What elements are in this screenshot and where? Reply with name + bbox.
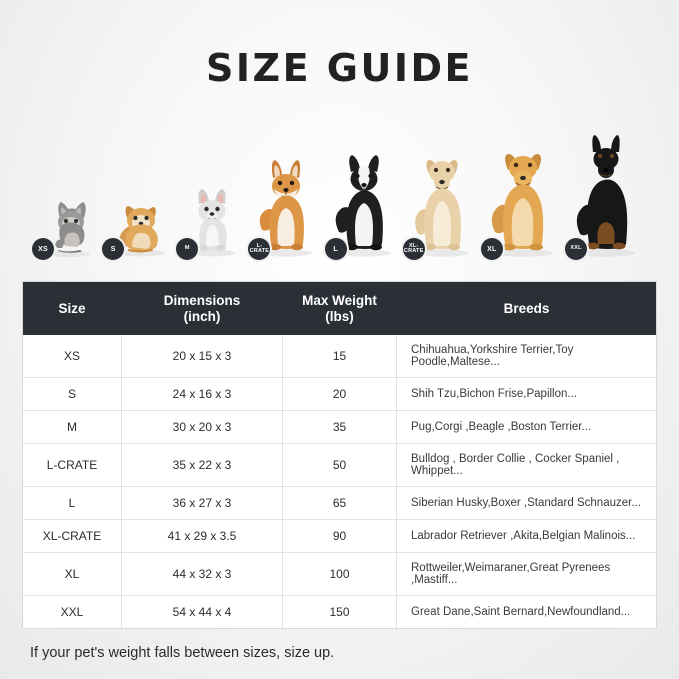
pet-xs [38,196,96,258]
badge-l-crate: L-CRATE [248,238,270,260]
header-size: Size [23,282,122,335]
cell-size: XXL [23,596,122,629]
cell-dimensions: 41 x 29 x 3.5 [122,520,283,553]
cell-weight: 65 [283,487,397,520]
cell-weight: 50 [283,444,397,487]
shiba-inu-illustration [249,158,318,258]
cell-breeds: Siberian Husky,Boxer ,Standard Schnauzer... [397,487,657,520]
cell-dimensions: 24 x 16 x 3 [122,378,283,411]
pet-size-illustrations [20,118,659,258]
cell-dimensions: 35 x 22 x 3 [122,444,283,487]
labrador-illustration [403,148,475,258]
pet-m [182,184,242,258]
cell-size: XS [23,335,122,378]
pomeranian-illustration [108,192,170,258]
cell-size: L [23,487,122,520]
pet-l [331,150,397,258]
page-title: SIZE GUIDE [206,46,473,90]
cell-weight: 90 [283,520,397,553]
pet-s [108,192,170,258]
french-bulldog-illustration [182,184,242,258]
cell-weight: 100 [283,553,397,596]
cell-dimensions: 30 x 20 x 3 [122,411,283,444]
header-weight-line2: (lbs) [325,308,354,324]
table-row [23,487,656,520]
pet-xl-crate [403,148,475,258]
header-dimensions-line1: Dimensions [163,293,241,308]
cell-dimensions: 54 x 44 x 4 [122,596,283,629]
cell-breeds: Great Dane,Saint Bernard,Newfoundland... [397,596,657,629]
cell-size: M [23,411,122,444]
badge-l: L [325,238,347,260]
table-row [23,553,656,596]
cell-weight: 20 [283,378,397,411]
badge-m: M [176,238,198,260]
table-row [23,520,656,553]
footnote: If your pet's weight falls between sizes, size up. [30,645,335,661]
cell-breeds: Labrador Retriever ,Akita,Belgian Malinois... [397,520,657,553]
table-header-row [23,282,656,335]
cell-dimensions: 36 x 27 x 3 [122,487,283,520]
cell-size: XL [23,553,122,596]
table-body [23,335,656,628]
cell-breeds: Chihuahua,Yorkshire Terrier,Toy Poodle,Maltese... [397,335,657,378]
badge-xl: XL [481,238,503,260]
pet-xxl [571,134,641,258]
cell-dimensions: 20 x 15 x 3 [122,335,283,378]
header-max-weight [283,282,397,335]
size-table [23,282,656,628]
header-dimensions-line2: (inch) [183,308,221,324]
cell-breeds: Pug,Corgi ,Beagle ,Boston Terrier... [397,411,657,444]
cell-size: S [23,378,122,411]
badge-xxl: XXL [565,238,587,260]
table-row [23,596,656,629]
pet-xl [487,142,559,258]
golden-retriever-illustration [487,142,559,258]
badge-xs: XS [32,238,54,260]
table-row [23,411,656,444]
pet-l-crate [249,158,318,258]
cell-weight: 150 [283,596,397,629]
table-header [23,282,656,335]
table-row [23,444,656,487]
cell-breeds: Shih Tzu,Bichon Frise,Papillon... [397,378,657,411]
border-collie-illustration [331,150,397,258]
cell-weight: 15 [283,335,397,378]
cell-size: L-CRATE [23,444,122,487]
size-chart-table [22,281,657,629]
cat-illustration [38,196,96,258]
doberman-illustration [571,134,641,258]
table-row [23,335,656,378]
cell-dimensions: 44 x 32 x 3 [122,553,283,596]
badge-xl-crate: XL-CRATE [403,238,425,260]
header-dimensions [122,282,283,335]
cell-breeds: Rottweiler,Weimaraner,Great Pyrenees ,Mastiff... [397,553,657,596]
cell-breeds: Bulldog , Border Collie , Cocker Spaniel , Whippet... [397,444,657,487]
header-weight-line1: Max Weight [302,293,377,308]
table-row [23,378,656,411]
cell-weight: 35 [283,411,397,444]
cell-size: XL-CRATE [23,520,122,553]
header-breeds: Breeds [397,282,657,335]
badge-s: S [102,238,124,260]
